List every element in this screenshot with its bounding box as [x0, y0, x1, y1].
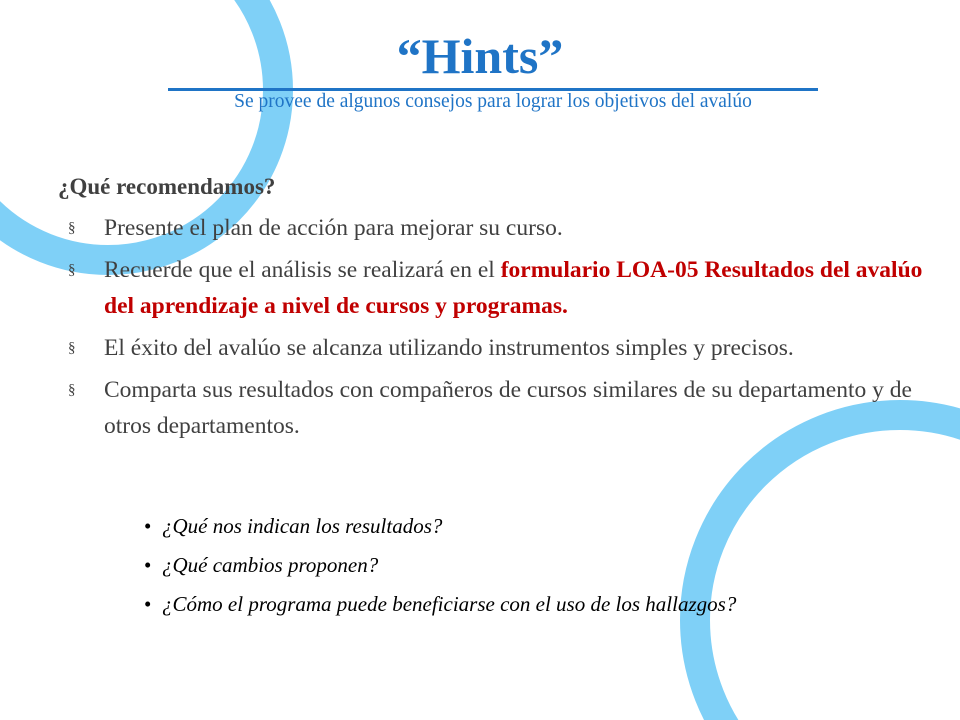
form-title-highlight: Resultados del avalúo del aprendizaje a nivel de cursos y programas. — [104, 257, 923, 319]
bullet-text: Comparta sus resultados con compañeros de cursos similares de su departamento y de otros departamentos. — [104, 377, 912, 439]
square-bullet-icon: § — [68, 220, 76, 236]
bullet-item — [68, 372, 924, 444]
square-bullet-icon: § — [68, 262, 76, 278]
bullet-text: Presente el plan de acción para mejorar su curso. — [104, 215, 563, 241]
bullet-text: Recuerde que el análisis se realizará en el — [104, 257, 501, 283]
dot-bullet-icon: • — [144, 592, 152, 616]
sub-bullet-item — [144, 552, 802, 578]
bullet-text: El éxito del avalúo se alcanza utilizando instrumentos simples y precisos. — [104, 335, 794, 361]
bullet-item — [68, 330, 924, 366]
sub-bullet-text: ¿Cómo el programa puede beneficiarse con el uso de los hallazgos? — [162, 592, 737, 616]
square-bullet-icon: § — [68, 340, 76, 356]
bullet-list — [68, 210, 924, 450]
dot-bullet-icon: • — [144, 514, 152, 538]
section-heading: ¿Qué recomendamos? — [58, 174, 276, 199]
sub-bullet-item — [144, 513, 802, 539]
bullet-item — [68, 210, 924, 246]
slide-subtitle: Se provee de algunos consejos para lograr los objetivos del avalúo — [234, 91, 752, 112]
bullet-item — [68, 252, 924, 324]
sub-bullet-text: ¿Qué cambios proponen? — [162, 553, 379, 577]
form-name-highlight: formulario LOA-05 — [500, 257, 699, 283]
square-bullet-icon: § — [68, 382, 76, 398]
slide-title: “Hints” — [396, 28, 564, 84]
sub-bullet-text: ¿Qué nos indican los resultados? — [162, 514, 443, 538]
dot-bullet-icon: • — [144, 553, 152, 577]
sub-bullet-item — [144, 591, 802, 617]
sub-bullet-list — [144, 513, 802, 630]
